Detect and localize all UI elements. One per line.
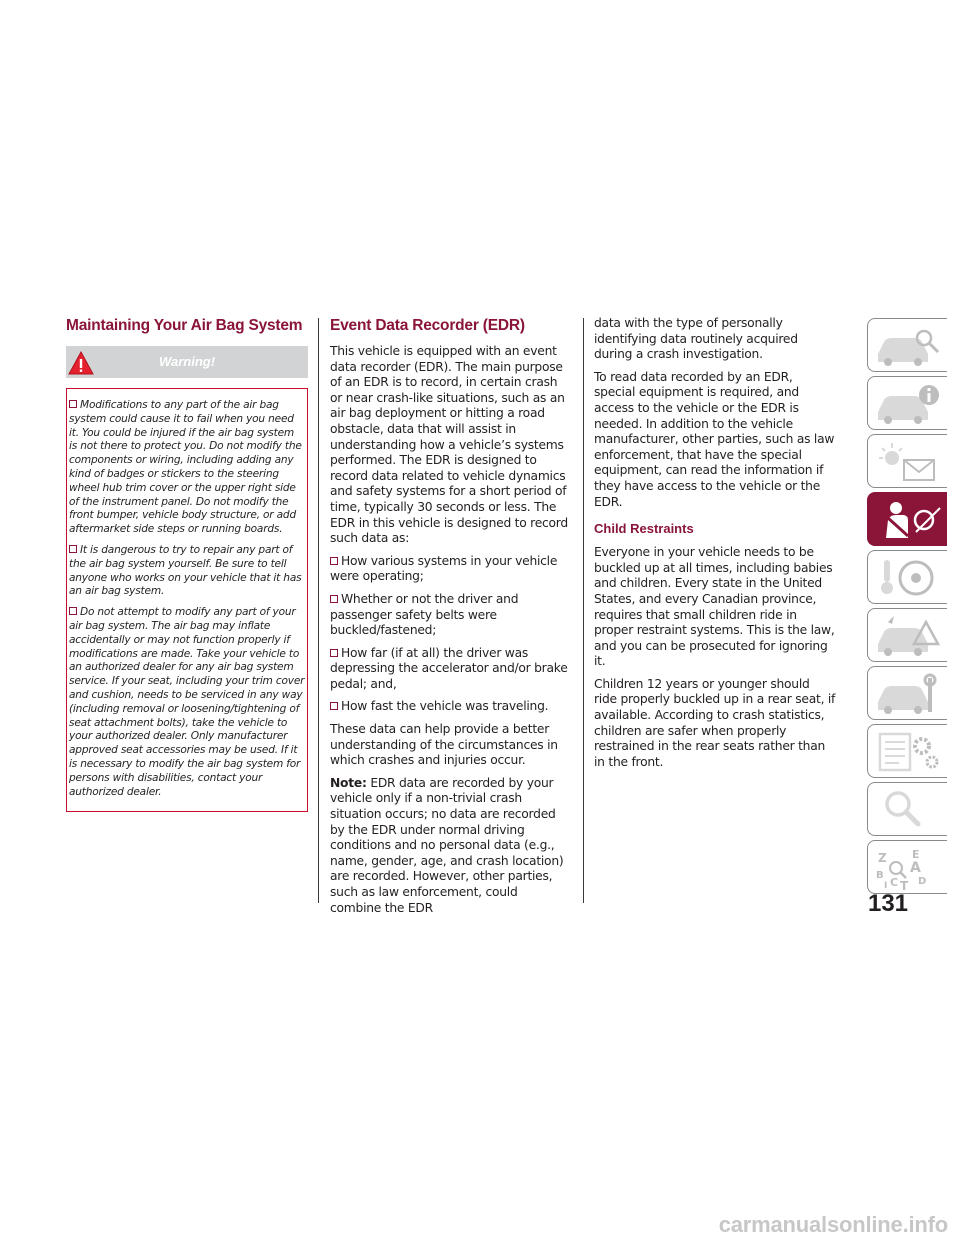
tab-warning-lights[interactable] (867, 434, 947, 488)
tab-index[interactable] (867, 840, 947, 894)
tab-safety[interactable] (867, 492, 947, 546)
svg-text:T: T (900, 879, 909, 890)
tab-vehicle-info[interactable] (867, 376, 947, 430)
page-number: 131 (867, 890, 909, 917)
car-dashboard-icon (874, 324, 944, 368)
index-letters-icon (874, 846, 944, 890)
tab-servicing[interactable] (867, 666, 947, 720)
child-restraints-section (594, 316, 836, 777)
tab-technical-specs[interactable] (867, 724, 947, 778)
seatbelt-airbag-icon (874, 498, 944, 542)
svg-text:E: E (912, 848, 920, 861)
search-icon (874, 788, 944, 832)
svg-text:Z: Z (878, 851, 887, 865)
section-heading-edr: Event Data Recorder (EDR) (330, 317, 525, 334)
warning-box (66, 388, 308, 812)
child-restraints-paragraph: Children 12 years or younger should ride properly buckled up in a rear seat, if available. According to crash statistics, children are safer when properly restrained in the rear seats rather than in the front. (594, 676, 836, 769)
column-divider (318, 318, 319, 903)
warning-light-envelope-icon (874, 440, 944, 484)
note-label: Note: (330, 775, 367, 790)
watermark: carmanualsonline.info (718, 1212, 948, 1237)
svg-text:I: I (884, 881, 888, 890)
checkbox-bullet-icon (330, 557, 338, 565)
tab-dashboard[interactable] (867, 318, 947, 372)
checkbox-bullet-icon (69, 545, 77, 553)
checkbox-bullet-icon (69, 607, 77, 615)
column-divider (583, 318, 584, 903)
section-heading-air-bag: Maintaining Your Air Bag System (66, 317, 303, 334)
car-maintenance-icon (874, 672, 944, 716)
car-info-icon (874, 382, 944, 426)
tab-starting-driving[interactable] (867, 550, 947, 604)
checkbox-bullet-icon (330, 649, 338, 657)
svg-text:B: B (876, 870, 884, 881)
list-item: How far (if at all) the driver was depressing the accelerator and/or brake pedal; and, (330, 645, 568, 691)
checkbox-bullet-icon (330, 595, 338, 603)
warning-item: Modifications to any part of the air bag system could cause it to fail when you need it. You could be injured if the air bag system is not there to protect you. Do not modify the components or wiring, including adding any kind of badges or stickers to the steering wheel hub trim cover or the upper right side of the instrument panel. Do not modify the front bumper, vehicle body structure, or add aftermarket side steps or running boards. (69, 399, 302, 536)
warning-item: It is dangerous to try to repair any part of the air bag system yourself. Be sure to tell anyone who works on your vehicle that it has an air bag system. (69, 543, 302, 598)
list-item: How fast the vehicle was traveling. (330, 699, 572, 715)
checkbox-bullet-icon (330, 702, 338, 710)
specs-gears-icon (874, 730, 944, 774)
edr-reading-paragraph: To read data recorded by an EDR, special equipment is required, and access to the vehicle or the EDR is needed. In addition to the vehicle manufacturer, other parties, such as law enforcement, that have the special equipment, can read the information if they have access to the vehicle or the EDR. (594, 369, 835, 509)
car-emergency-icon (874, 614, 944, 658)
tab-index-search[interactable] (867, 782, 947, 836)
warning-title: Warning! (158, 354, 216, 369)
tab-emergency[interactable] (867, 608, 947, 662)
edr-note: Note: EDR data are recorded by your vehicle only if a non-trivial crash situation occurs; no data are recorded by the EDR under normal driving conditions and no personal data (e.g., name, gender, age, and crash location) are recorded. However, other parties, such as law enforcement, could combine the EDR (330, 775, 564, 915)
warning-item: Do not attempt to modify any part of your air bag system. The air bag may inflate accidentally or may not function properly if modifications are made. Take your vehicle to an authorized dealer for any air bag system service. If your seat, including your trim cover and cushion, needs to be serviced in any way (including removal or loosening/tightening of seat attachment bolts), take the vehicle to your authorized dealer. Only manufacturer approved seat accessories may be used. If it is necessary to modify the air bag system for persons with disabilities, contact your authorized dealer. (69, 606, 305, 798)
svg-text:C: C (890, 876, 899, 889)
edr-paragraph: These data can help provide a better understanding of the circumstances in which crashes and injuries occur. (330, 722, 558, 768)
edr-section (330, 316, 572, 923)
key-steering-wheel-icon (874, 556, 944, 600)
checkbox-bullet-icon (69, 400, 77, 408)
air-bag-section (66, 316, 308, 812)
list-item: Whether or not the driver and passenger safety belts were buckled/fastened; (330, 591, 519, 638)
child-restraints-paragraph: Everyone in your vehicle needs to be buckled up at all times, including babies and children. Every state in the United States, and every Canadian province, requires that small children ride in proper restraint systems. This is the law, and you can be prosecuted for ignoring it. (594, 545, 835, 669)
svg-text:A: A (910, 860, 921, 876)
edr-continued: data with the type of personally identifying data routinely acquired during a crash investigation. (594, 316, 798, 362)
warning-header (66, 346, 308, 378)
list-item: How various systems in your vehicle were operating; (330, 553, 558, 584)
edr-intro: This vehicle is equipped with an event data recorder (EDR). The main purpose of an EDR is to record, in certain crash or near crash-like situations, such as an air bag deployment or hitting a road obstacle, data that will assist in understanding how a vehicle’s systems performed. The EDR is designed to record data related to vehicle dynamics and safety systems for a short period of time, typically 30 seconds or less. The EDR in this vehicle is designed to record such data as: (330, 344, 568, 546)
subheading-child-restraints: Child Restraints (594, 521, 694, 537)
svg-text:D: D (918, 876, 927, 887)
